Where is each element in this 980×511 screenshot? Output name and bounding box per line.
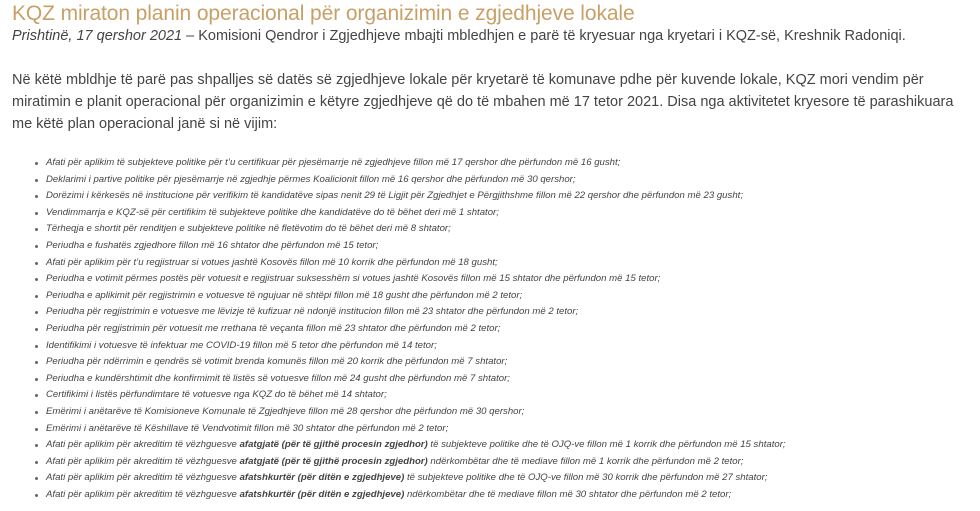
activity-emphasis: afatgjatë (për të gjithë procesin zgjedhor) [239, 439, 428, 451]
activity-item [32, 271, 968, 288]
bullet-icon [35, 494, 38, 497]
activity-text-after: të subjekteve politike dhe të OJQ-ve fillon më 1 korrik dhe përfundon më 15 shtator; [427, 439, 786, 451]
bullet-icon [35, 245, 38, 248]
activity-emphasis: afatgjatë (për të gjithë procesin zgjedhor) [239, 455, 428, 467]
activity-text: Periudha për regjistrimin e votuesve me lëvizje të kufizuar në ndonjë institucion fillon më 23 shtator dhe përfundon më 2 tetor; [46, 306, 579, 318]
bullet-icon [35, 179, 38, 182]
activity-item [32, 288, 968, 305]
activity-item [32, 454, 968, 471]
activity-item [32, 354, 968, 371]
activity-item [32, 371, 968, 388]
activity-item [32, 221, 968, 238]
activity-text: Afati për aplikim të subjekteve politike për t’u certifikuar për pjesëmarrje në zgjedhjeve fillon më 17 qershor dhe përfundon më 16 gusht; [46, 157, 621, 168]
activity-text-after: ndërkombëtar dhe të mediave fillon më 1 korrik dhe përfundon më 2 tetor; [427, 455, 744, 467]
bullet-icon [35, 428, 38, 431]
activity-item [32, 404, 968, 421]
activity-text: Tërheqja e shortit për renditjen e subjekteve politike në fletëvotim do të bëhet deri më 8 shtator; [46, 223, 451, 235]
activity-text: Dorëzimi i kërkesës në institucione për verifikim të kandidatëve sipas nenit 29 të Ligjit për Zgjedhjet e Përgjithshme fillon më 22 qershor dhe përfundon më 23 gusht; [46, 190, 743, 202]
activity-text: Emërimi i anëtarëve të Komisioneve Komunale të Zgjedhjeve fillon më 28 qershor dhe përfundon më 30 qershor; [46, 405, 525, 417]
article-title: KQZ miraton planin operacional për organizimin e zgjedhjeve lokale [12, 2, 635, 25]
bullet-icon [35, 461, 38, 464]
activity-item [32, 470, 968, 487]
bullet-icon [35, 311, 38, 314]
activity-text: Periudha për regjistrimin për votuesit me rrethana të veçanta fillon më 23 shtator dhe përfundon më 2 tetor; [46, 322, 501, 334]
place-date: Prishtinë, 17 qershor 2021 [12, 28, 183, 44]
activity-text: Periudha e kundërshtimit dhe konfirmimit të listës së votuesve fillon më 24 gusht dhe përfundon më 7 shtator; [46, 372, 510, 384]
bullet-icon [35, 444, 38, 447]
activity-text: Afati për aplikim për t’u regjistruar si votues jashtë Kosovës fillon më 10 korrik dhe përfundon më 18 gusht; [46, 256, 498, 268]
activity-text-before: Afati për aplikim për akreditim të vëzhguesve [46, 488, 240, 500]
activity-text: Certifikimi i listës përfundimtare të votuesve nga KQZ do të bëhet më 14 shtator; [46, 389, 387, 401]
activity-text: Deklarimi i partive politike për pjesëmarrje në zgjedhje përmes Koalicionit fillon më 16 qershor dhe përfundon më 30 qershor; [46, 173, 576, 185]
bullet-icon [35, 328, 38, 331]
bullet-icon [35, 278, 38, 281]
activity-item [32, 205, 968, 222]
activity-item [32, 387, 968, 404]
bullet-icon [35, 162, 38, 165]
bullet-icon [35, 228, 38, 231]
activity-item [32, 487, 968, 504]
bullet-icon [35, 378, 38, 381]
bullet-icon [35, 212, 38, 215]
bullet-icon [35, 411, 38, 414]
activity-emphasis: afatshkurtër (për ditën e zgjedhjeve) [239, 488, 405, 500]
bullet-icon [35, 262, 38, 265]
activity-text: Periudha e votimit përmes postës për votuesit e regjistruar suksesshëm si votues jashtë Kosovës fillon më 15 shtator dhe përfundon më 15 tetor; [46, 273, 661, 285]
bullet-icon [35, 477, 38, 480]
activity-item [32, 238, 968, 255]
article-dateline [12, 27, 968, 46]
bullet-icon [35, 345, 38, 348]
activity-item [32, 172, 968, 189]
lead-text: Komisioni Qendror i Zgjedhjeve mbajti mbledhjen e parë të kryesuar nga kryetari i KQZ-së, Kreshnik Radoniqi. [198, 28, 906, 44]
bullet-icon [35, 295, 38, 298]
activity-item [32, 321, 968, 338]
activity-emphasis: afatshkurtër (për ditën e zgjedhjeve) [239, 472, 405, 484]
bullet-icon [35, 195, 38, 198]
bullet-icon [35, 394, 38, 397]
activity-item [32, 304, 968, 321]
activity-text-before: Afati për aplikim për akreditim të vëzhguesve [46, 439, 240, 451]
dateline-separator: – [182, 28, 199, 44]
activity-item [32, 437, 968, 454]
activity-item [32, 155, 968, 172]
activity-text: Periudha e aplikimit për regjistrimin e votuesve të ngujuar në shtëpi fillon më 18 gusht dhe përfundon më 2 tetor; [46, 289, 523, 301]
intro-paragraph: Në këtë mbldhje të parë pas shpalljes së datës së zgjedhjeve lokale për kryetarë të komunave pdhe për kuvende lokale, KQZ mori vendim për miratimin e planit operacional për organizimin e këtyre zgjedhjeve që do të mbahen më 17 tetor 2021. Disa nga aktivitetet kryesore të parashikuara me këtë plan operacional janë si në vijim: [12, 72, 954, 132]
activity-item [32, 338, 968, 355]
activity-text: Emërimi i anëtarëve të Këshillave të Vendvotimit fillon më 30 shtator dhe përfundon më 2 tetor; [46, 422, 449, 434]
activity-text: Periudha për ndërrimin e qendrës së votimit brenda komunës fillon më 20 korrik dhe përfundon më 7 shtator; [46, 356, 508, 368]
activity-item [32, 421, 968, 438]
activity-text-before: Afati për aplikim për akreditim të vëzhguesve [46, 455, 240, 467]
activity-text: Vendimmarrja e KQZ-së për certifikim të subjekteve politike dhe kandidatëve do të bëhet deri më 1 shtator; [46, 206, 499, 218]
activity-text: Periudha e fushatës zgjedhore fillon më 16 shtator dhe përfundon më 15 tetor; [46, 239, 379, 251]
activity-text-after: ndërkombëtar dhe të mediave fillon më 30 shtator dhe përfundon më 2 tetor; [404, 488, 732, 500]
activity-text: Identifikimi i votuesve të infektuar me COVID-19 fillon më 5 tetor dhe përfundon më 14 tetor; [46, 339, 437, 351]
activity-item [32, 255, 968, 272]
activity-text-after: të subjekteve politike dhe të OJQ-ve fillon më 30 korrik dhe përfundon më 27 shtator; [404, 472, 768, 484]
bullet-icon [35, 361, 38, 364]
activity-list [12, 155, 968, 503]
activity-item [32, 188, 968, 205]
activity-text-before: Afati për aplikim për akreditim të vëzhguesve [46, 472, 240, 484]
